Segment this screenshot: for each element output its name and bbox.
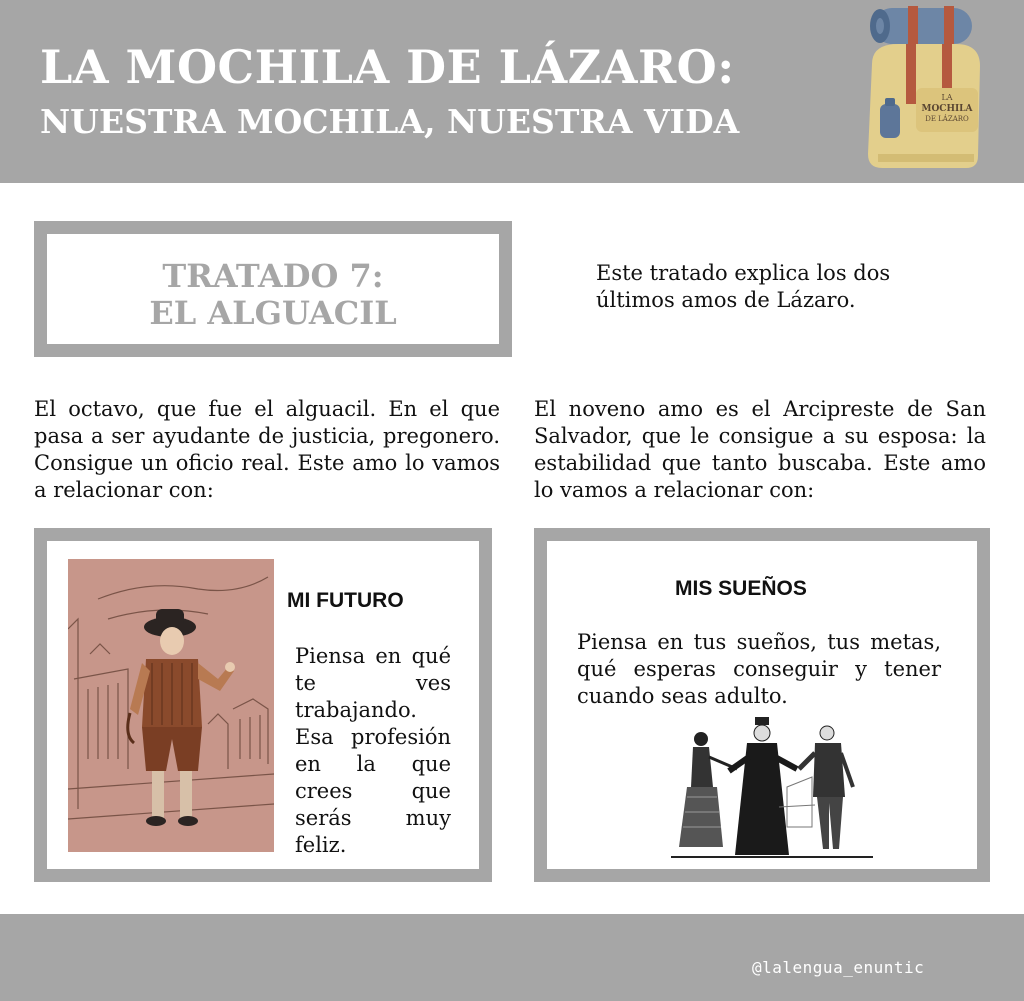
header-banner: [0, 0, 1024, 183]
mi-futuro-heading: MI FUTURO: [287, 589, 404, 612]
mi-futuro-card: [34, 528, 492, 882]
tratado-title-box: [34, 221, 512, 357]
tratado-name: EL ALGUACIL: [149, 294, 397, 332]
octavo-amo-paragraph: El octavo, que fue el alguacil. En el que pasa a ser ayudante de justicia, pregonero. Consigue un oficio real. Este amo lo vamos a relacionar con:: [34, 397, 500, 502]
noveno-amo-paragraph: El noveno amo es el Arcipreste de San Salvador, que le consigue a su esposa: la estabilidad que tanto buscaba. Este amo lo vamos a relacionar con:: [534, 397, 986, 502]
backpack-logo-icon: [858, 4, 988, 174]
wedding-engraving-illustration: [667, 717, 877, 867]
mi-futuro-body: Piensa en qué te ves trabajando. Esa profesión en la que crees que serás muy feliz.: [295, 644, 451, 857]
logo-text-3: DE LÁZARO: [925, 115, 969, 123]
footer-banner: [0, 914, 1024, 1001]
alguacil-illustration: [68, 559, 274, 852]
logo-text-2: MOCHILA: [921, 104, 973, 114]
intro-text: Este tratado explica los dos últimos amos de Lázaro.: [596, 261, 891, 312]
mis-suenos-card: [534, 528, 990, 882]
page-subtitle: NUESTRA MOCHILA, NUESTRA VIDA: [40, 102, 740, 141]
page-title: LA MOCHILA DE LÁZARO:: [40, 40, 735, 94]
tratado-number: TRATADO 7:: [162, 257, 384, 295]
social-handle: @lalengua_enuntic: [752, 958, 925, 977]
mis-suenos-heading: MIS SUEÑOS: [675, 577, 807, 600]
mis-suenos-body: Piensa en tus sueños, tus metas, qué esperas conseguir y tener cuando seas adulto.: [577, 630, 941, 708]
logo-text-1: LA: [941, 93, 953, 102]
